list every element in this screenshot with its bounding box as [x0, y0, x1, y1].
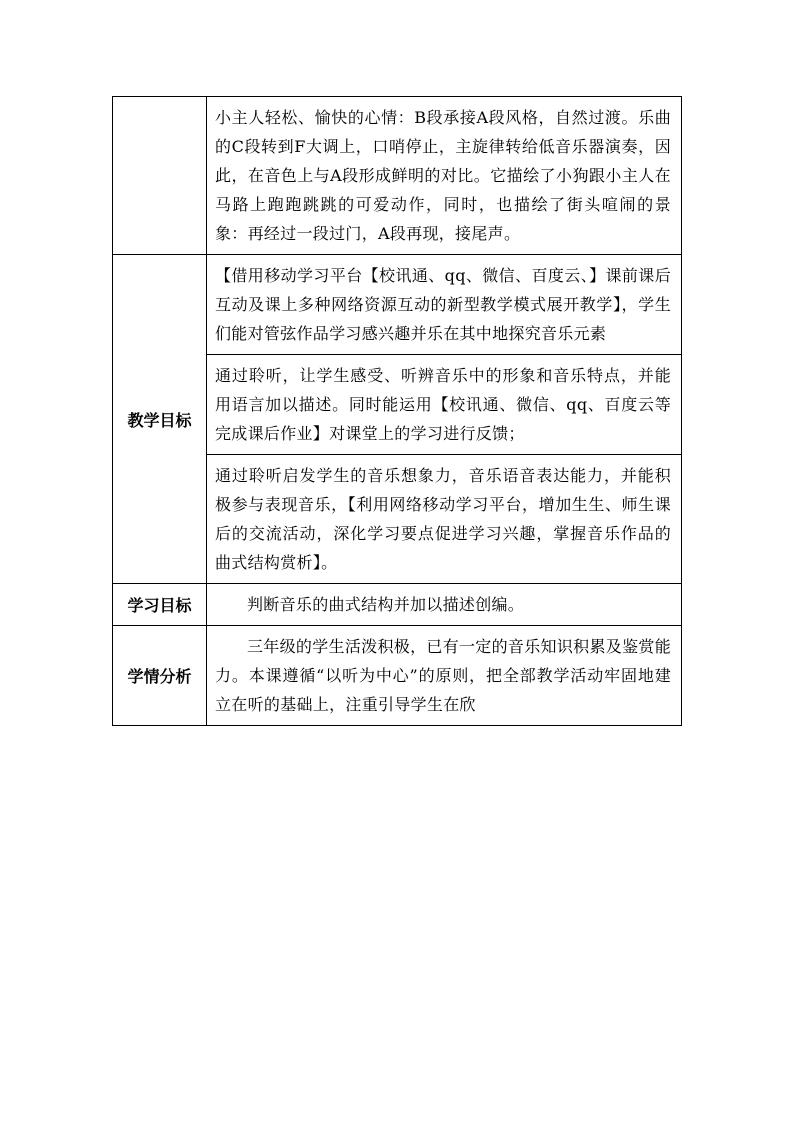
teaching-goal-2: 通过聆听，让学生感受、听辨音乐中的形象和音乐特点，并能用语言加以描述。同时能运用【校讯通、微信、qq、百度云等完成课后作业】对课堂上的学习进行反馈；	[207, 355, 682, 455]
student-analysis-label: 学情分析	[113, 626, 207, 726]
lesson-plan-table	[112, 96, 682, 726]
music-description-cell: 小主人轻松、愉快的心情：B段承接A段风格，自然过渡。乐曲的C段转到F大调上，口哨停止，主旋律转给低音乐器演奏，因此，在音色上与A段形成鲜明的对比。它描绘了小狗跟小主人在马路上跑跑跳跳的可爱动作，同时，也描绘了街头喧闹的景象：再经过一段过门，A段再现，接尾声。	[207, 97, 682, 255]
table-row	[113, 97, 682, 255]
row-label-empty	[113, 97, 207, 255]
table-row	[113, 626, 682, 726]
table-row	[113, 255, 682, 355]
teaching-goal-1: 【借用移动学习平台【校讯通、qq、微信、百度云、】课前课后互动及课上多种网络资源互动的新型教学模式展开教学】，学生们能对管弦作品学习感兴趣并乐在其中地探究音乐元素	[207, 255, 682, 355]
table-row	[113, 584, 682, 626]
teaching-goals-label: 教学目标	[113, 255, 207, 584]
teaching-goal-3: 通过聆听启发学生的音乐想象力，音乐语音表达能力，并能积极参与表现音乐，【利用网络移动学习平台，增加生生、师生课后的交流活动，深化学习要点促进学习兴趣，掌握音乐作品的曲式结构赏析】。	[207, 455, 682, 584]
learning-goal-text: 判断音乐的曲式结构并加以描述创编。	[207, 584, 682, 626]
learning-goal-label: 学习目标	[113, 584, 207, 626]
student-analysis-text: 三年级的学生活泼积极，已有一定的音乐知识积累及鉴赏能力。本课遵循“以听为中心”的原则，把全部教学活动牢固地建立在听的基础上，注重引导学生在欣	[207, 626, 682, 726]
